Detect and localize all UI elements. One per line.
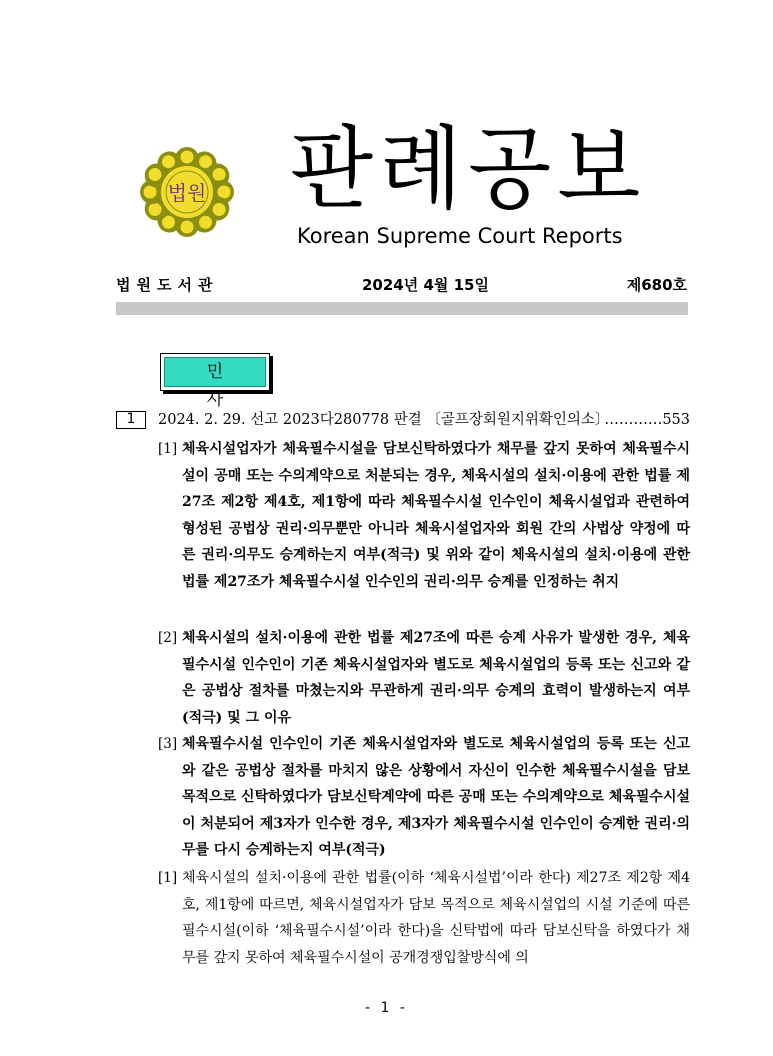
issue-date: 2024년 4월 15일: [362, 276, 489, 294]
publication-title-english: Korean Supreme Court Reports: [297, 224, 623, 248]
leader-dots: …………: [604, 412, 663, 428]
case-page-ref: [604, 409, 690, 431]
case-number-box: 1: [116, 411, 146, 429]
seal-petal-highlight: [181, 221, 194, 234]
seal-petal-highlight: [162, 155, 175, 168]
publication-title-korean: 판례공보: [290, 117, 647, 223]
holding-number-label: [1]: [158, 870, 178, 886]
issue-text: 체육필수시설 인수인이 기존 체육시설업자와 별도로 체육시설업의 등록 또는 신고와 같은 공법상 절차를 마치지 않은 상황에서 자신이 인수한 체육필수시설을 담보 목적으로 신탁하였다가 담보신탁계약에 따른 공매 또는 수의계약으로 체육필수시설이 처분되어 제3자가 인수한 경우, 제3자가 체육필수시설 인수인이 승계한 권리·의무를 다시 승계하는지 여부(적극): [182, 736, 690, 858]
court-seal-logo: [134, 140, 240, 240]
issue-text: 체육시설의 설치·이용에 관한 법률 제27조에 따른 승계 사유가 발생한 경우, 체육필수시설 인수인이 기존 체육시설업자와 별도로 체육시설업의 등록 또는 신고와 같은 공법상 절차를 마쳤는지와 무관하게 권리·의무 승계의 효력이 발생하는지 여부(적극) 및 그 이유: [182, 630, 690, 726]
seal-petal-highlight: [181, 151, 194, 164]
case-citation: 2024. 2. 29. 선고 2023다280778 판결 〔골프장회원지위확인의소〕: [158, 412, 610, 428]
header-divider-bar: [116, 302, 688, 315]
issue-item: [158, 436, 690, 595]
issue-number-label: [3]: [158, 736, 178, 752]
section-badge: [160, 353, 270, 410]
case-citation-line: [158, 409, 690, 431]
holding-text: 체육시설의 설치·이용에 관한 법률(이하 ‘체육시설법’이라 한다) 제27조 제2항 제4호, 제1항에 따르면, 체육시설업자가 담보 목적으로 체육시설업의 시설 기준에 따른 필수시설(이하 ‘체육필수시설’이라 한다)을 신탁법에 따라 담보신탁을 하였다가 채무를 갚지 못하여 체육필수시설이 공개경쟁입찰방식에 의: [182, 870, 690, 966]
seal-petal-highlight: [144, 186, 157, 199]
issue-number-label: [2]: [158, 630, 178, 646]
holding-item: [158, 865, 690, 971]
issue-number: 제680호: [626, 276, 687, 294]
seal-petal-highlight: [213, 168, 226, 181]
section-label: 민사: [164, 357, 266, 387]
case-page-number: 553: [662, 412, 690, 428]
seal-petal-highlight: [199, 216, 212, 229]
issue-number-label: [1]: [158, 441, 178, 457]
seal-petal-highlight: [148, 203, 161, 216]
issue-item: [158, 625, 690, 731]
page-number: - 1 -: [365, 1000, 408, 1016]
publisher-name: 법원도서관: [116, 276, 219, 294]
seal-text: 법원: [167, 181, 207, 205]
issue-text: 체육시설업자가 체육필수시설을 담보신탁하였다가 채무를 갚지 못하여 체육필수시설이 공매 또는 수의계약으로 처분되는 경우, 체육시설의 설치·이용에 관한 법률 제27조 제2항 제4호, 제1항에 따라 체육필수시설 인수인이 체육시설업과 관련하여 형성된 공법상 권리·의무뿐만 아니라 체육시설업자와 회원 간의 사법상 약정에 따른 권리·의무도 승계하는지 여부(적극) 및 위와 같이 체육시설의 설치·이용에 관한 법률 제27조가 체육필수시설 인수인의 권리·의무 승계를 인정하는 취지: [182, 441, 690, 590]
seal-petal-highlight: [218, 186, 231, 199]
issue-item: [158, 731, 690, 864]
